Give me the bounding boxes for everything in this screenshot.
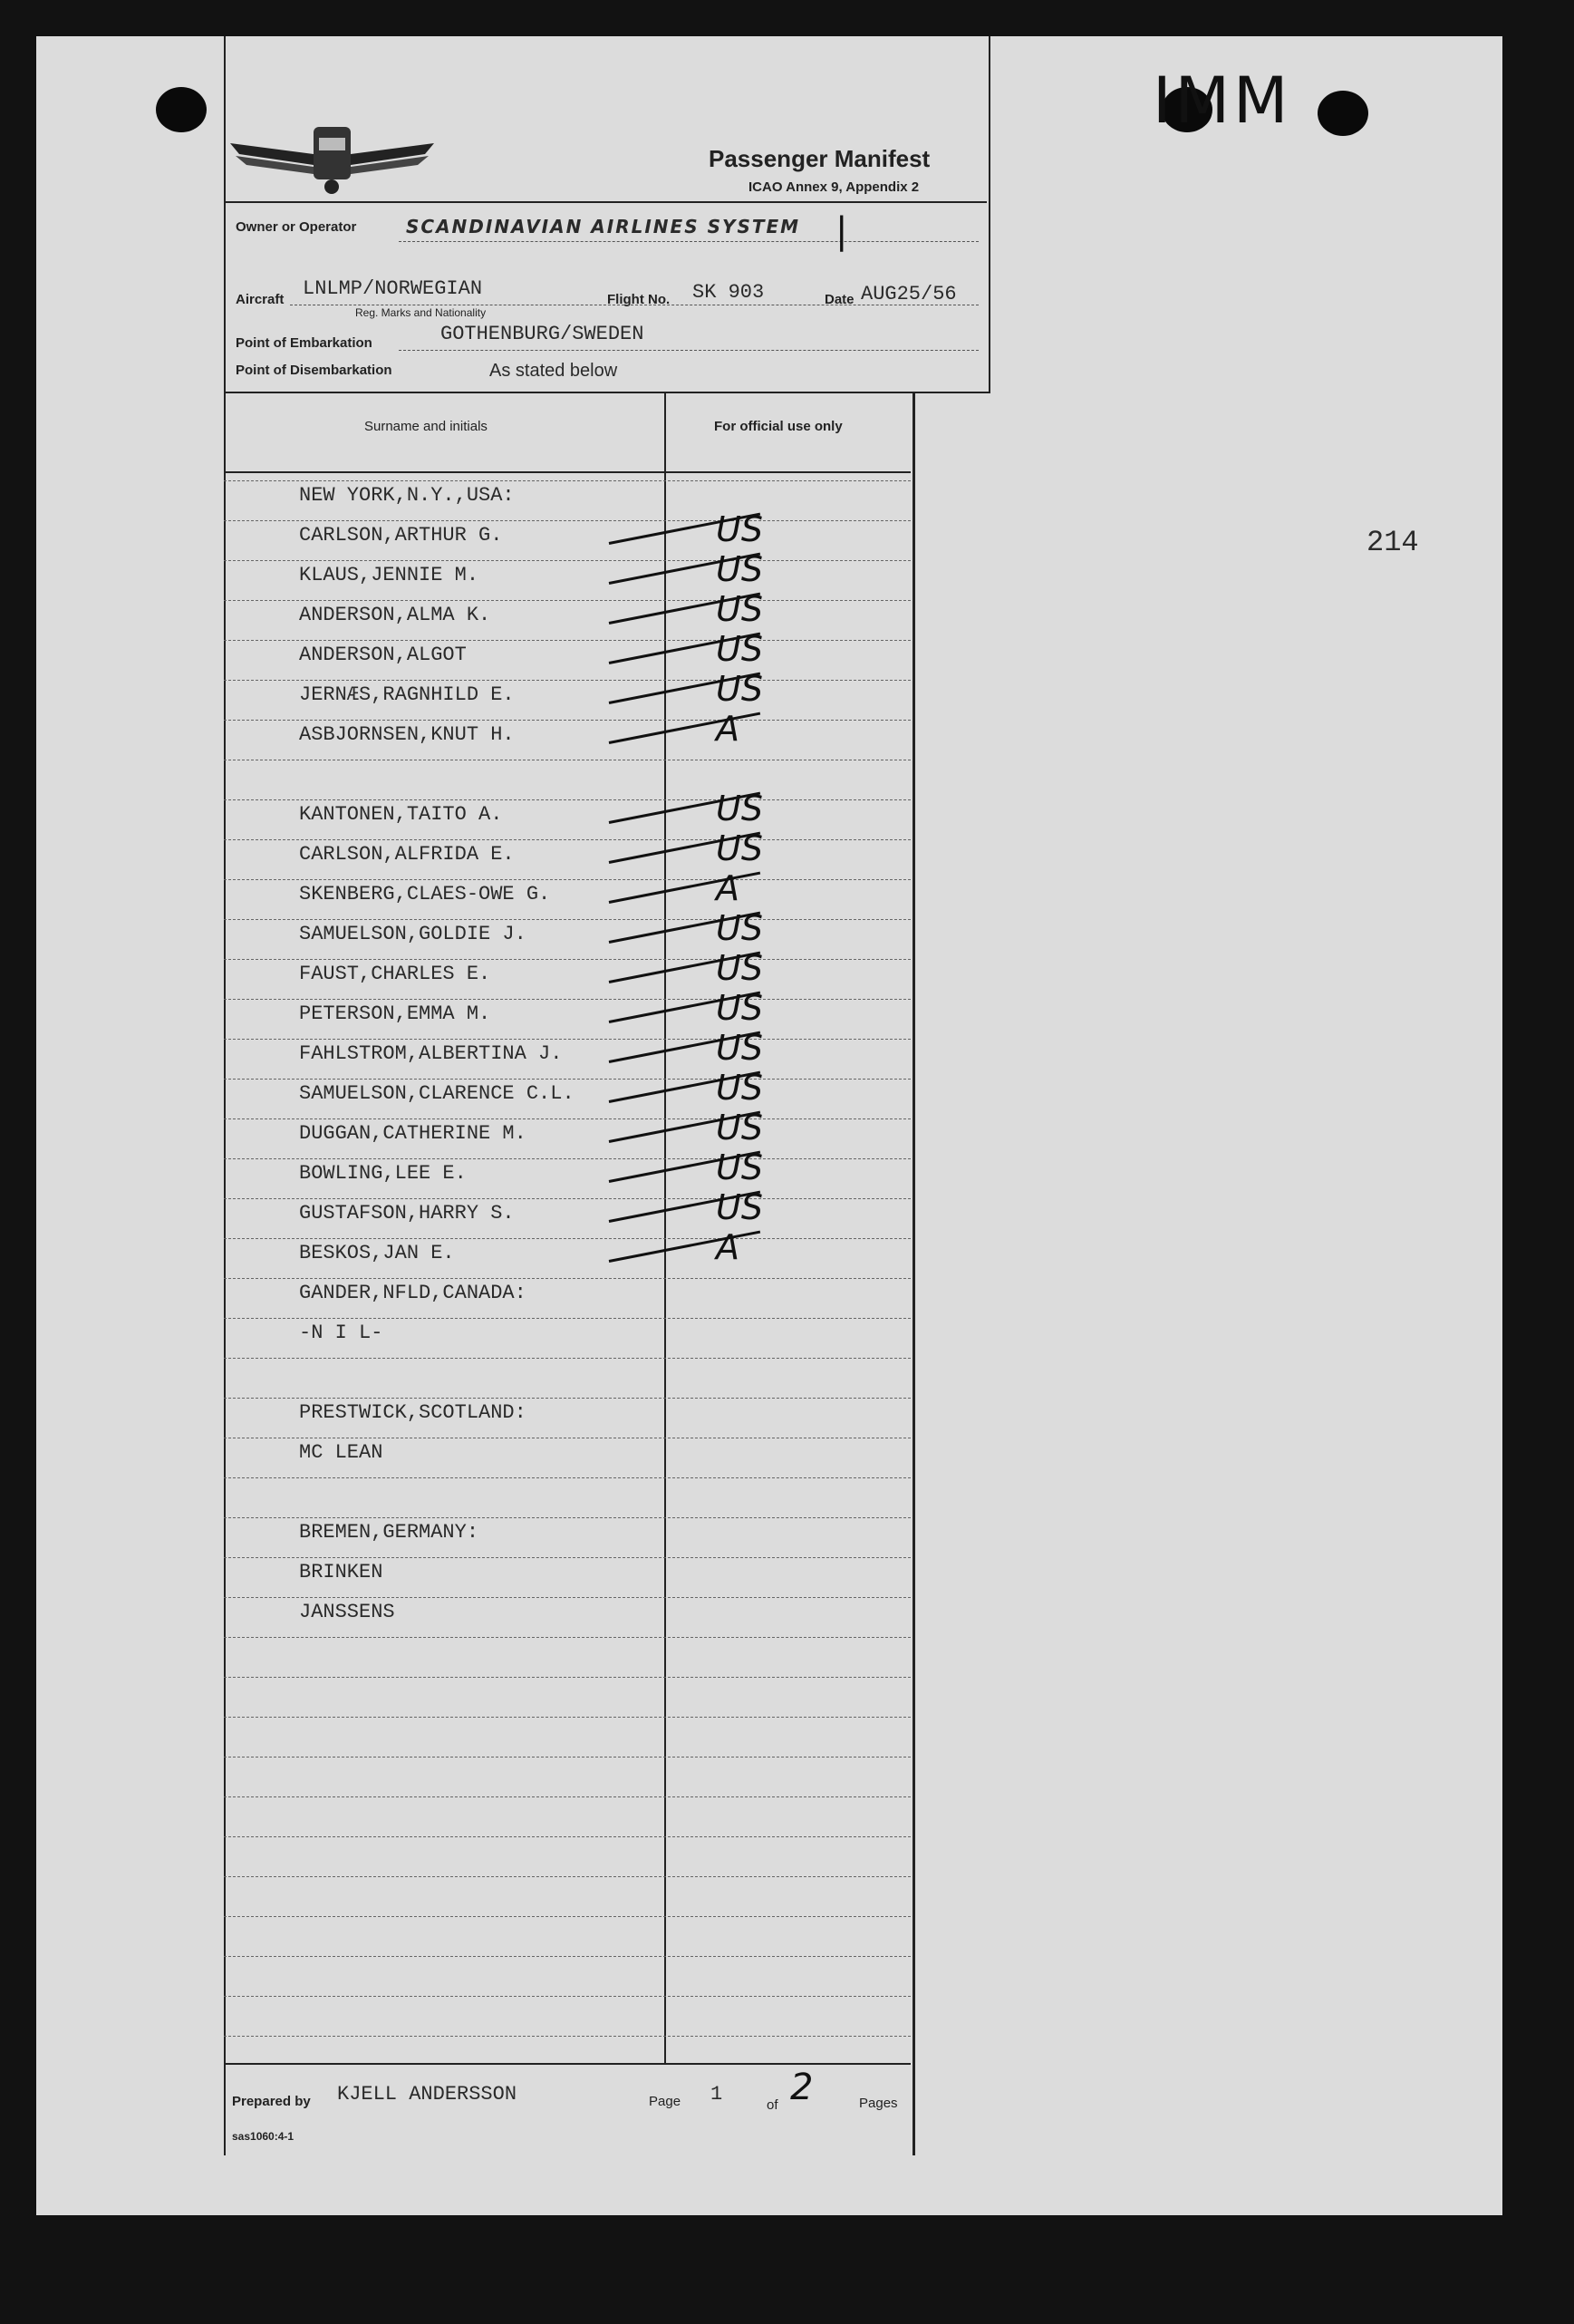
pages-label: Pages <box>859 2096 898 2111</box>
passenger-name: ANDERSON,ALMA K. <box>299 604 491 626</box>
row-rule <box>224 720 911 721</box>
passenger-name: MC LEAN <box>299 1441 383 1464</box>
owner-value: SCANDINAVIAN AIRLINES SYSTEM <box>406 216 801 237</box>
flight-label: Flight No. <box>607 292 671 307</box>
of-label: of <box>767 2097 778 2113</box>
row-rule <box>224 1079 911 1080</box>
official-use-mark: US <box>716 549 763 589</box>
header-bottom-rule <box>224 471 911 473</box>
row-rule <box>224 1238 911 1240</box>
row-rule <box>224 1836 911 1838</box>
row-rule <box>224 1916 911 1918</box>
passenger-name: JERNÆS,RAGNHILD E. <box>299 683 515 706</box>
form-subtitle: ICAO Annex 9, Appendix 2 <box>748 179 920 195</box>
official-use-mark: A <box>716 1227 739 1267</box>
official-use-mark: US <box>716 988 763 1028</box>
passenger-name: -N I L- <box>299 1322 383 1344</box>
passenger-name: BESKOS,JAN E. <box>299 1242 455 1264</box>
row-rule <box>224 1039 911 1041</box>
airline-wings-logo-icon <box>230 118 434 195</box>
passenger-name: BREMEN,GERMANY: <box>299 1521 479 1544</box>
row-rule <box>224 1358 911 1360</box>
embarkation-underline <box>399 350 979 352</box>
punch-hole-right <box>1318 91 1368 136</box>
row-rule <box>224 1118 911 1120</box>
row-rule <box>224 1637 911 1639</box>
disembarkation-label: Point of Disembarkation <box>236 363 392 378</box>
top-right-handwriting: IMM <box>1153 63 1292 138</box>
passenger-name: DUGGAN,CATHERINE M. <box>299 1122 526 1145</box>
row-rule <box>224 1557 911 1559</box>
row-rule <box>224 520 911 522</box>
passenger-name: SAMUELSON,GOLDIE J. <box>299 923 526 945</box>
row-rule <box>224 959 911 961</box>
passenger-name: SKENBERG,CLAES-OWE G. <box>299 883 551 905</box>
passenger-name: FAHLSTROM,ALBERTINA J. <box>299 1042 563 1065</box>
passenger-name: CARLSON,ARTHUR G. <box>299 524 503 547</box>
row-rule <box>224 2036 911 2038</box>
punch-hole-left <box>156 87 207 132</box>
official-use-mark: A <box>716 868 739 908</box>
row-rule <box>224 760 911 761</box>
row-rule <box>224 480 911 482</box>
official-use-mark: US <box>716 629 763 669</box>
row-rule <box>224 1996 911 1998</box>
passenger-name: PETERSON,EMMA M. <box>299 1002 491 1025</box>
column-header-surname: Surname and initials <box>364 419 488 434</box>
row-rule <box>224 839 911 841</box>
passenger-name: BOWLING,LEE E. <box>299 1162 467 1185</box>
embarkation-value: GOTHENBURG/SWEDEN <box>440 323 644 345</box>
official-use-mark: US <box>716 1108 763 1147</box>
passenger-name: JANSSENS <box>299 1601 395 1623</box>
row-rule <box>224 1438 911 1439</box>
row-rule <box>224 879 911 881</box>
row-rule <box>224 1796 911 1798</box>
passenger-name: CARLSON,ALFRIDA E. <box>299 843 515 866</box>
of-value: 2 <box>790 2067 814 2108</box>
official-use-mark: US <box>716 948 763 988</box>
passenger-name: KLAUS,JENNIE M. <box>299 564 479 586</box>
row-rule <box>224 799 911 801</box>
row-rule <box>224 1597 911 1599</box>
row-rule <box>224 560 911 562</box>
date-value: AUG25/56 <box>861 283 957 305</box>
official-use-mark: US <box>716 509 763 549</box>
official-use-mark: US <box>716 789 763 828</box>
passenger-name: GUSTAFSON,HARRY S. <box>299 1202 515 1225</box>
row-rule <box>224 1398 911 1399</box>
row-rule <box>224 1477 911 1479</box>
row-rule <box>224 1876 911 1878</box>
page-stamp-number: 214 <box>1366 526 1419 559</box>
aircraft-value: LNLMP/NORWEGIAN <box>303 277 483 300</box>
form-title: Passenger Manifest <box>709 145 931 172</box>
official-use-mark: US <box>716 589 763 629</box>
official-use-mark: US <box>716 669 763 709</box>
column-header-official: For official use only <box>714 419 843 434</box>
official-use-mark: US <box>716 1028 763 1068</box>
column-separator <box>664 392 666 2063</box>
row-rule <box>224 1677 911 1679</box>
row-rule <box>224 640 911 642</box>
passenger-name: GANDER,NFLD,CANADA: <box>299 1282 526 1304</box>
owner-underline <box>399 241 979 243</box>
passenger-name: ASBJORNSEN,KNUT H. <box>299 723 515 746</box>
row-rule <box>224 600 911 602</box>
row-rule <box>224 919 911 921</box>
official-use-mark: US <box>716 1068 763 1108</box>
passenger-name: FAUST,CHARLES E. <box>299 963 491 985</box>
header-rule <box>224 201 987 203</box>
row-rule <box>224 680 911 682</box>
official-use-mark: A <box>716 709 739 749</box>
row-rule <box>224 999 911 1001</box>
prepared-by-label: Prepared by <box>232 2094 311 2109</box>
row-rule <box>224 1717 911 1719</box>
disembarkation-value: As stated below <box>489 361 618 381</box>
official-use-mark: US <box>716 1147 763 1187</box>
row-rule <box>224 1517 911 1519</box>
official-use-mark: US <box>716 828 763 868</box>
passenger-name: NEW YORK,N.Y.,USA: <box>299 484 515 507</box>
page-label: Page <box>649 2094 681 2109</box>
row-rule <box>224 1278 911 1280</box>
aircraft-underline <box>290 305 979 306</box>
row-rule <box>224 1318 911 1320</box>
passenger-name: ANDERSON,ALGOT <box>299 644 467 666</box>
passenger-name: SAMUELSON,CLARENCE C.L. <box>299 1082 575 1105</box>
flight-value: SK 903 <box>692 281 765 304</box>
passenger-name: KANTONEN,TAITO A. <box>299 803 503 826</box>
date-label: Date <box>825 292 855 307</box>
aircraft-label: Aircraft <box>236 292 285 307</box>
form-code: sas1060:4-1 <box>232 2130 295 2143</box>
passenger-name: PRESTWICK,SCOTLAND: <box>299 1401 526 1424</box>
owner-label: Owner or Operator <box>236 219 357 235</box>
row-rule <box>224 1158 911 1160</box>
owner-handwritten-mark: | <box>835 210 848 252</box>
embarkation-label: Point of Embarkation <box>236 335 372 351</box>
row-rule <box>224 1198 911 1200</box>
row-rule <box>224 1757 911 1758</box>
page-value: 1 <box>710 2083 723 2106</box>
table-bottom-rule <box>224 2063 911 2065</box>
official-use-mark: US <box>716 1187 763 1227</box>
aircraft-sublabel: Reg. Marks and Nationality <box>355 306 487 319</box>
prepared-by-value: KJELL ANDERSSON <box>337 2083 517 2106</box>
row-rule <box>224 1956 911 1958</box>
passenger-name: BRINKEN <box>299 1561 383 1583</box>
official-use-mark: US <box>716 908 763 948</box>
